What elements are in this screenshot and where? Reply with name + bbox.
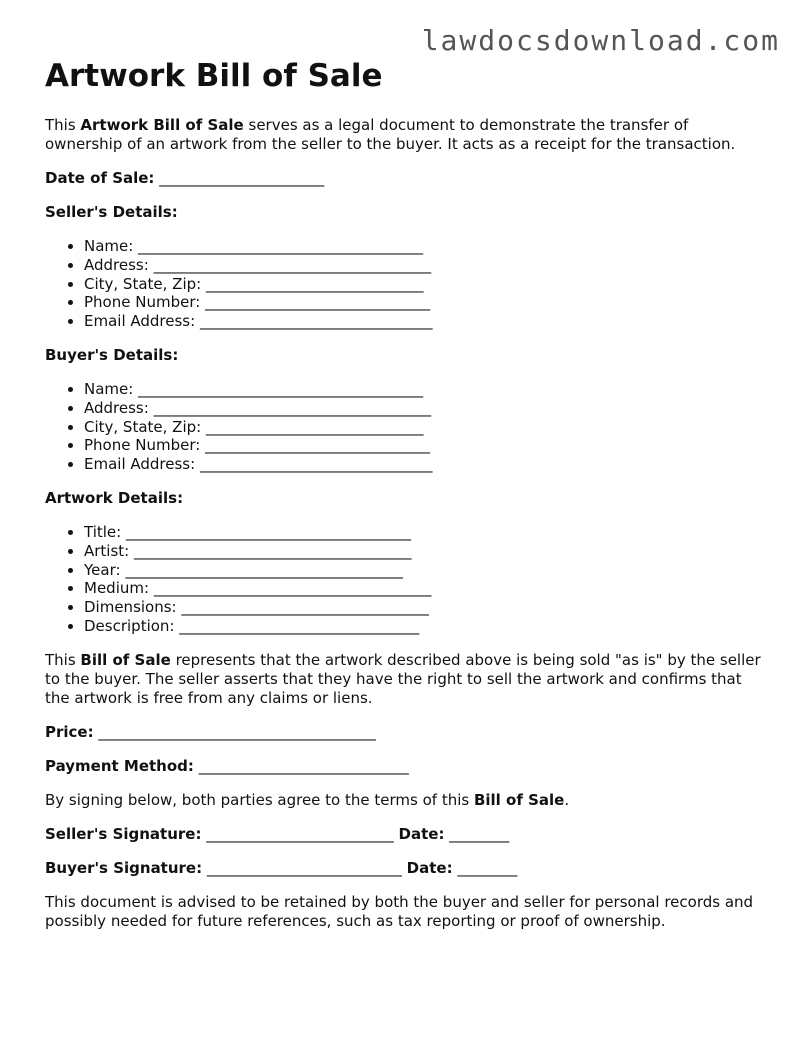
- intro-pre: This: [45, 116, 81, 134]
- buyer-details-list: [45, 380, 765, 474]
- buyer-phone-item: [84, 436, 765, 455]
- seller-name-line[interactable]: ______________________________________: [138, 237, 424, 255]
- artwork-title-label: Title:: [84, 522, 122, 541]
- artwork-details-list: [45, 523, 765, 636]
- date-of-sale-field: [45, 169, 765, 188]
- buyer-phone-line[interactable]: ______________________________: [205, 436, 431, 455]
- as-is-pre: This: [45, 650, 81, 669]
- page-title: Artwork Bill of Sale: [45, 58, 383, 94]
- price-line[interactable]: _____________________________________: [98, 722, 376, 741]
- buyer-signature-line[interactable]: __________________________: [206, 858, 402, 877]
- artwork-description-line[interactable]: ________________________________: [179, 616, 420, 635]
- artwork-dimensions-item: [84, 598, 765, 617]
- as-is-bold: Bill of Sale: [80, 650, 171, 669]
- buyer-details-heading: Buyer's Details:: [45, 345, 179, 364]
- buyer-email-label: Email Address:: [84, 455, 196, 474]
- buyer-email-item: [84, 455, 765, 474]
- artwork-medium-label: Medium:: [84, 579, 150, 598]
- seller-email-item: [84, 312, 765, 331]
- seller-details-list: [45, 237, 765, 331]
- payment-method-line[interactable]: ____________________________: [198, 756, 409, 775]
- date-of-sale-line[interactable]: ______________________: [159, 169, 325, 187]
- seller-signature-label: Seller's Signature:: [45, 824, 202, 843]
- seller-details-heading: Seller's Details:: [45, 203, 178, 221]
- seller-city-label: City, State, Zip:: [84, 274, 202, 293]
- payment-method-label: Payment Method:: [45, 756, 194, 775]
- payment-method-field: [45, 757, 765, 776]
- artwork-year-item: [84, 561, 765, 580]
- buyer-date-line[interactable]: ________: [457, 858, 518, 877]
- buyer-phone-label: Phone Number:: [84, 436, 201, 455]
- price-field: [45, 723, 765, 742]
- buyer-name-item: [84, 380, 765, 399]
- artwork-year-line[interactable]: _____________________________________: [125, 560, 403, 579]
- seller-address-item: [84, 256, 765, 275]
- intro-paragraph: [45, 116, 765, 154]
- artwork-title-line[interactable]: ______________________________________: [125, 522, 411, 541]
- watermark: lawdocsdownload.com: [421, 24, 780, 57]
- agreement-paragraph: [45, 791, 765, 810]
- as-is-paragraph: [45, 651, 765, 708]
- seller-signature-field: [45, 825, 765, 844]
- buyer-city-line[interactable]: _____________________________: [205, 417, 424, 436]
- buyer-city-label: City, State, Zip:: [84, 417, 202, 436]
- agree-post: .: [564, 790, 570, 809]
- seller-name-label: Name:: [84, 237, 134, 255]
- closing-paragraph: This document is advised to be retained by both the buyer and seller for personal records and possibly needed for future references, such as tax reporting or proof of ownership.: [45, 892, 754, 930]
- artwork-dimensions-label: Dimensions:: [84, 598, 177, 617]
- artwork-description-label: Description:: [84, 616, 175, 635]
- artwork-medium-item: [84, 579, 765, 598]
- artwork-artist-item: [84, 542, 765, 561]
- buyer-address-label: Address:: [84, 398, 149, 417]
- buyer-name-line[interactable]: ______________________________________: [138, 379, 424, 398]
- seller-phone-label: Phone Number:: [84, 293, 201, 312]
- buyer-address-line[interactable]: _____________________________________: [153, 398, 432, 417]
- seller-city-item: [84, 275, 765, 294]
- buyer-email-line[interactable]: _______________________________: [199, 455, 433, 474]
- seller-phone-item: [84, 293, 765, 312]
- intro-post: serves as a legal document to demonstrate the transfer of ownership of an artwork from the seller to the buyer. It acts as a receipt for the transaction.: [45, 116, 736, 153]
- document-page: [45, 56, 765, 931]
- seller-city-line[interactable]: _____________________________: [205, 274, 424, 293]
- date-of-sale-label: Date of Sale:: [45, 169, 155, 187]
- seller-address-label: Address:: [84, 255, 149, 274]
- intro-bold: Artwork Bill of Sale: [80, 116, 244, 134]
- seller-address-line[interactable]: _____________________________________: [153, 255, 432, 274]
- seller-signature-line[interactable]: _________________________: [206, 824, 394, 843]
- buyer-city-item: [84, 418, 765, 437]
- artwork-dimensions-line[interactable]: _________________________________: [181, 598, 429, 617]
- buyer-name-label: Name:: [84, 379, 134, 398]
- seller-email-label: Email Address:: [84, 312, 196, 331]
- buyer-date-label: Date:: [406, 858, 453, 877]
- artwork-artist-label: Artist:: [84, 541, 130, 560]
- seller-email-line[interactable]: _______________________________: [199, 312, 433, 331]
- as-is-post: represents that the artwork described above is being sold "as is" by the seller to the buyer. The seller asserts that they have the right to sell the artwork and confirms that the artwork is free from any claims or liens.: [45, 650, 761, 707]
- buyer-signature-label: Buyer's Signature:: [45, 858, 203, 877]
- buyer-signature-field: [45, 859, 765, 878]
- artwork-details-heading: Artwork Details:: [45, 488, 184, 507]
- price-label: Price:: [45, 722, 94, 741]
- artwork-medium-line[interactable]: _____________________________________: [153, 579, 432, 598]
- seller-date-label: Date:: [398, 824, 445, 843]
- seller-phone-line[interactable]: ______________________________: [205, 293, 431, 312]
- artwork-description-item: [84, 617, 765, 636]
- seller-date-line[interactable]: ________: [449, 824, 510, 843]
- artwork-artist-line[interactable]: _____________________________________: [134, 541, 412, 560]
- artwork-title-item: [84, 523, 765, 542]
- artwork-year-label: Year:: [84, 560, 121, 579]
- agree-bold: Bill of Sale: [473, 790, 565, 809]
- buyer-address-item: [84, 399, 765, 418]
- seller-name-item: [84, 237, 765, 256]
- agree-pre: By signing below, both parties agree to the terms of this: [45, 790, 474, 809]
